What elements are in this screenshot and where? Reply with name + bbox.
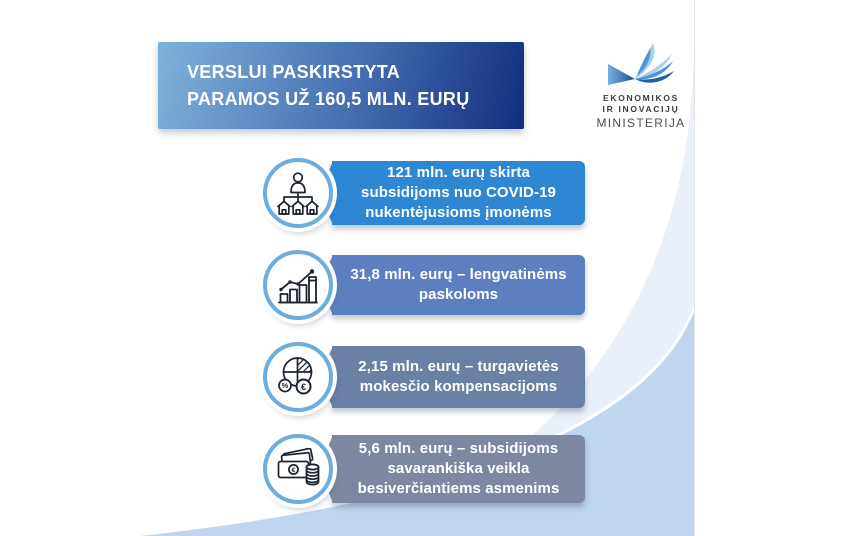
icon-circle bbox=[263, 250, 333, 320]
ministry-logo-mark-icon bbox=[608, 43, 674, 89]
pie-chart-percent-euro-icon bbox=[276, 355, 320, 399]
icon-circle bbox=[263, 158, 333, 228]
svg-text:€: € bbox=[300, 381, 307, 392]
banner-text-line: nukentėjusioms įmonėms bbox=[365, 204, 552, 221]
banner-text-line: 2,15 mln. eurų – turgavietės bbox=[358, 358, 559, 375]
banner-text-line: mokesčio kompensacijoms bbox=[359, 378, 558, 395]
logo-text-line2: IR INOVACIJŲ bbox=[602, 104, 680, 114]
header-banner bbox=[158, 42, 524, 129]
benefit-row bbox=[0, 434, 694, 504]
banner-text-line: 121 mln. eurų skirta bbox=[387, 164, 530, 181]
logo-text-line3: MINISTERIJA bbox=[596, 116, 686, 130]
logo-text-line1: EKONOMIKOS bbox=[602, 93, 680, 103]
banner-text-line: 5,6 mln. eurų – subsidijoms bbox=[358, 440, 559, 457]
benefit-row bbox=[0, 250, 694, 320]
benefit-row bbox=[0, 342, 694, 412]
icon-circle bbox=[263, 342, 333, 412]
org-chart-houses-icon bbox=[276, 170, 320, 216]
header-title-line1: VERSLUI PASKIRSTYTA bbox=[187, 61, 401, 82]
svg-text:€: € bbox=[291, 467, 296, 474]
icon-circle bbox=[263, 434, 333, 504]
banner-text-line: besiverčiantiems asmenims bbox=[357, 480, 560, 497]
svg-text:%: % bbox=[281, 381, 289, 391]
banner-text-line: paskoloms bbox=[418, 286, 499, 303]
ministry-logo bbox=[594, 43, 688, 130]
bar-chart-growth-icon bbox=[276, 263, 320, 307]
banner-text-line: subsidijoms nuo COVID-19 bbox=[361, 184, 556, 201]
benefit-banner bbox=[332, 255, 585, 315]
header-title-line2: PARAMOS UŽ 160,5 MLN. EURŲ bbox=[187, 88, 470, 109]
benefit-banner bbox=[332, 435, 585, 503]
banner-text-line: 31,8 mln. eurų – lengvatinėms bbox=[350, 266, 567, 283]
benefit-row bbox=[0, 158, 694, 228]
banknotes-coins-icon bbox=[275, 448, 321, 490]
banner-text-line: savarankiška veikla bbox=[387, 460, 530, 477]
benefit-banner bbox=[332, 346, 585, 408]
benefit-banner bbox=[332, 161, 585, 225]
